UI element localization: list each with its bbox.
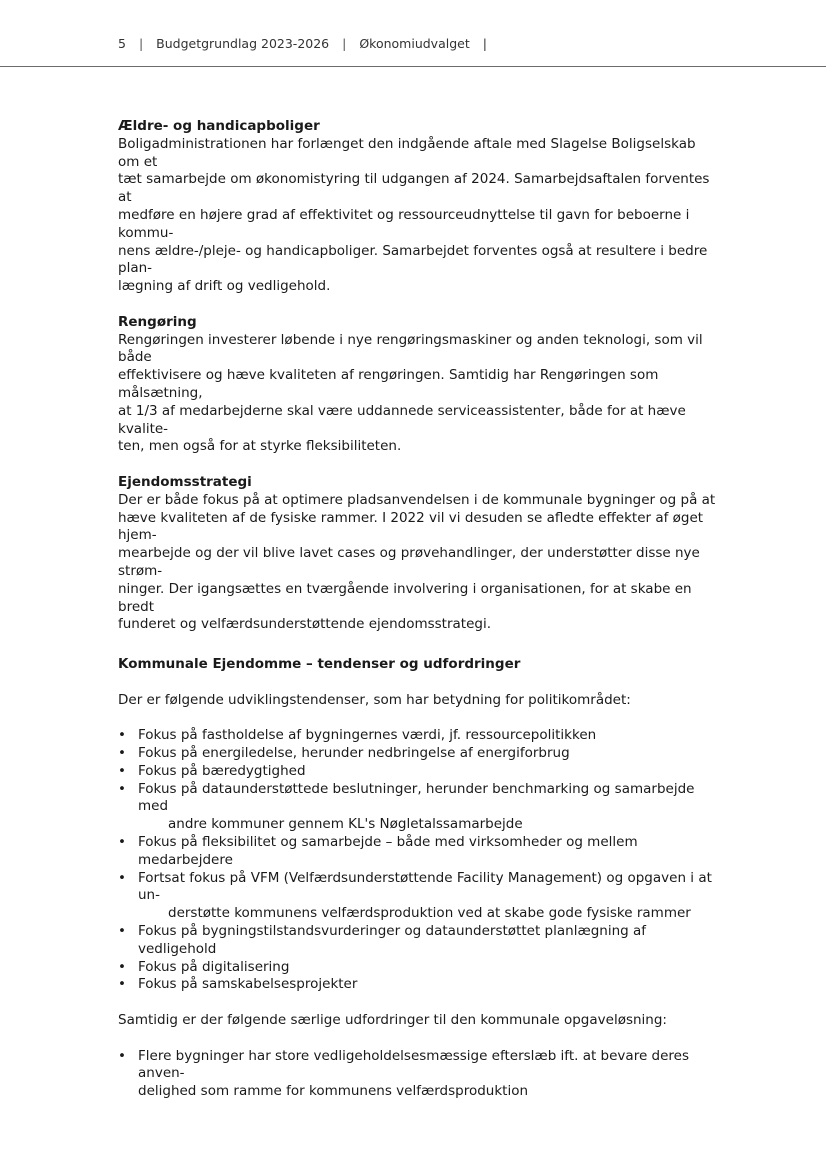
list-item — [118, 781, 718, 834]
challenges-intro: Samtidig er der følgende særlige udfordringer til den kommunale opgaveløsning: — [118, 1012, 667, 1029]
list-item — [118, 870, 718, 923]
list-item — [118, 923, 718, 959]
text-line: Der er både fokus på at optimere pladsanvendelsen i de kommunale bygninger og på at — [118, 491, 716, 508]
challenges-list — [118, 1048, 718, 1101]
section-body — [118, 136, 718, 296]
section-aeldre — [118, 118, 718, 296]
committee-name: Økonomiudvalget — [359, 36, 470, 51]
text-line: medføre en højere grad af effektivitet og ressourceudnyttelse til gavn for beboerne i kommu- — [118, 206, 690, 241]
section-body — [118, 492, 718, 634]
list-item — [118, 1048, 718, 1101]
header-separator: | — [482, 36, 487, 51]
main-heading: Kommunale Ejendomme – tendenser og udfordringer — [118, 656, 521, 673]
page-number: 5 — [118, 36, 126, 51]
section-title: Ældre- og handicapboliger — [118, 118, 320, 134]
section-title: Ejendomsstrategi — [118, 473, 252, 490]
text-line: tæt samarbejde om økonomistyring til udgangen af 2024. Samarbejdsaftalen forventes at — [118, 171, 710, 206]
text-line: lægning af drift og vedligehold. — [118, 278, 331, 295]
list-item — [118, 976, 718, 994]
header-separator: | — [138, 36, 144, 51]
list-item-text: Fokus på fastholdelse af bygningernes værdi, jf. ressourcepolitikken — [138, 727, 597, 744]
list-item-text: Fokus på energiledelse, herunder nedbringelse af energiforbrug — [138, 745, 570, 762]
section-title: Rengøring — [118, 313, 197, 330]
list-item — [118, 727, 718, 745]
text-line: effektivisere og hæve kvaliteten af rengøringen. Samtidig har Rengøringen som målsætning, — [118, 367, 659, 401]
list-item-text: Fokus på samskabelsesprojekter — [138, 976, 358, 993]
list-item-text: Fortsat fokus på VFM (Velfærdsunderstøttende Facility Management) og opgaven i at un- — [138, 869, 712, 904]
text-line: mearbejde og der vil blive lavet cases og prøvehandlinger, der understøtter disse nye strøm- — [118, 545, 700, 579]
list-item — [118, 745, 718, 763]
list-item-continuation: derstøtte kommunens velfærdsproduktion ved at skabe gode fysiske rammer — [168, 905, 691, 922]
list-item — [118, 834, 718, 870]
text-line: nens ældre-/pleje- og handicapboliger. Samarbejdet forventes også at resultere i bedre plan- — [118, 242, 708, 277]
list-item-text: Flere bygninger har store vedligeholdelsesmæssige efterslæb ift. at bevare deres anven- — [138, 1047, 690, 1082]
document-title: Budgetgrundlag 2023-2026 — [156, 36, 330, 51]
page-header — [0, 0, 826, 67]
list-item-text: Fokus på digitalisering — [138, 958, 290, 975]
section-rengoering — [118, 314, 718, 456]
text-line: Boligadministrationen har forlænget den indgående aftale med Slagelse Boligselskab om et — [118, 135, 696, 170]
list-item-text: Fokus på dataunderstøttede beslutninger, herunder benchmarking og samarbejde med — [138, 780, 695, 815]
header-separator: | — [342, 36, 347, 51]
list-item-text: Fokus på bæredygtighed — [138, 762, 306, 779]
page-content — [118, 118, 718, 1119]
trends-list — [118, 727, 718, 994]
list-item-continuation: andre kommuner gennem KL's Nøgletalssamarbejde — [168, 816, 523, 833]
list-item — [118, 763, 718, 781]
list-item-continuation: delighed som ramme for kommunens velfærdsproduktion — [138, 1083, 529, 1100]
section-ejendomsstrategi — [118, 474, 718, 634]
header-row — [118, 36, 487, 51]
list-item-text: Fokus på fleksibilitet og samarbejde – både med virksomheder og mellem medarbejdere — [138, 834, 638, 868]
list-item — [118, 959, 718, 977]
text-line: funderet og velfærdsunderstøttende ejendomsstrategi. — [118, 616, 492, 633]
section-body — [118, 332, 718, 457]
text-line: hæve kvaliteten af de fysiske rammer. I 2022 vil vi desuden se afledte effekter af øget hjem- — [118, 509, 704, 544]
text-line: ten, men også for at styrke fleksibiliteten. — [118, 438, 402, 455]
text-line: at 1/3 af medarbejderne skal være uddannede serviceassistenter, både for at hæve kvalite- — [118, 402, 686, 437]
list-item-text: Fokus på bygningstilstandsvurderinger og dataunderstøttet planlægning af vedligehold — [138, 923, 647, 957]
text-line: ninger. Der igangsættes en tværgående involvering i organisationen, for at skabe en bredt — [118, 580, 692, 615]
text-line: Rengøringen investerer løbende i nye rengøringsmaskiner og anden teknologi, som vil både — [118, 331, 703, 366]
trends-intro: Der er følgende udviklingstendenser, som har betydning for politikområdet: — [118, 691, 631, 708]
